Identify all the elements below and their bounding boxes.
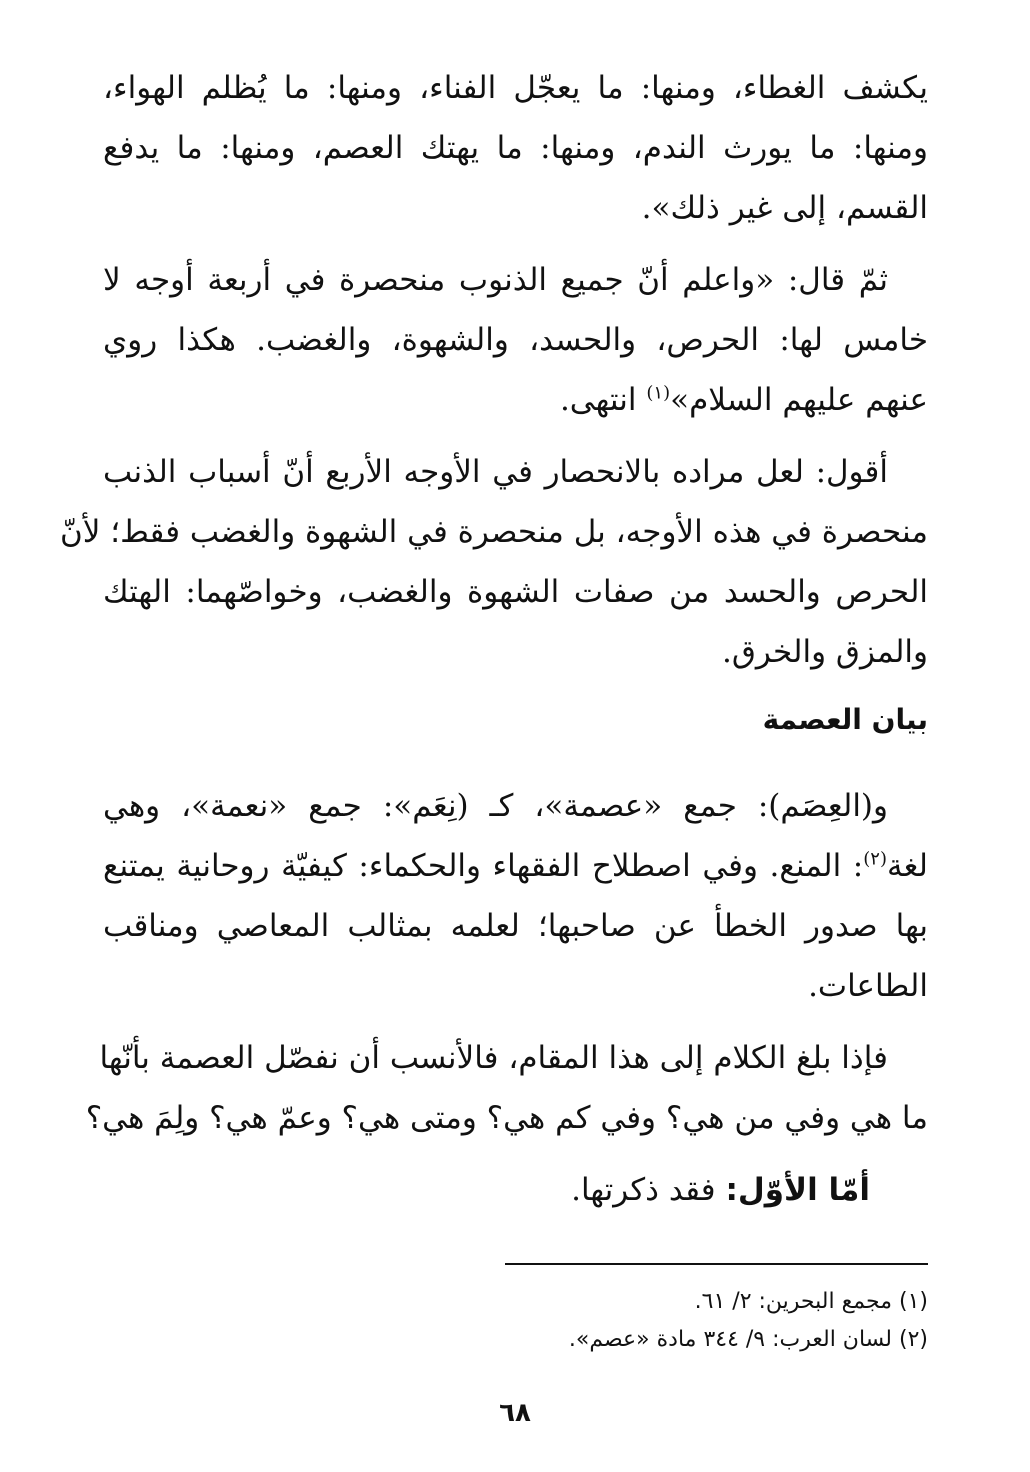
paragraph-1 <box>103 58 928 238</box>
text-line-segment: لغة <box>886 848 928 884</box>
footnote-ref-2[interactable]: (٢) <box>863 848 887 870</box>
page-body <box>59 58 928 1220</box>
text-line: الحرص والحسد من صفات الشهوة والغضب، وخواصّهما: الهتك <box>103 574 928 610</box>
footnote-1: (١) مجمع البحرين: ٢/ ٦١. <box>694 1289 928 1314</box>
text-line-segment: انتهى. <box>559 382 647 418</box>
footnote-divider <box>505 1263 928 1265</box>
footnote-ref-1[interactable]: (١) <box>646 382 671 404</box>
footnote-2: (٢) لسان العرب: ٩/ ٣٤٤ مادة «عصم». <box>568 1327 928 1352</box>
text-line: منحصرة في هذه الأوجه، بل منحصرة في الشهوة والغضب فقط؛ لأنّ <box>59 514 928 550</box>
text-line: بها صدور الخطأ عن صاحبها؛ لعلمه بمثالب المعاصي ومناقب <box>103 908 928 944</box>
text-line: الطاعات. <box>808 968 928 1004</box>
page-number: ٦٨ <box>499 1398 531 1428</box>
text-line <box>103 836 928 896</box>
text-line: ثمّ قال: «واعلم أنّ جميع الذنوب منحصرة في أربعة أوجه لا <box>103 262 888 298</box>
text-line: ومنها: ما يورث الندم، ومنها: ما يهتك العصم، ومنها: ما يدفع <box>103 130 928 166</box>
paragraph-4 <box>103 776 928 1016</box>
text-line: فإذا بلغ الكلام إلى هذا المقام، فالأنسب أن نفصّل العصمة بأنّها <box>99 1040 888 1076</box>
text-line: أقول: لعل مراده بالانحصار في الأوجه الأربع أنّ أسباب الذنب <box>103 454 888 490</box>
section-heading: بيان العصمة <box>762 703 928 736</box>
paragraph-5 <box>85 1028 928 1148</box>
text-line-segment: عنهم عليهم السلام» <box>670 382 928 418</box>
text-line: القسم، إلى غير ذلك». <box>641 190 928 226</box>
text-line: يكشف الغطاء، ومنها: ما يعجّل الفناء، ومنها: ما يُظلم الهواء، <box>103 70 928 106</box>
first-point-text: فقد ذكرتها. <box>571 1172 726 1208</box>
text-line: و(العِصَم): جمع «عصمة»، كـ (نِعَم»: جمع «نعمة»، وهي <box>103 788 888 824</box>
text-line: ما هي وفي من هي؟ وفي كم هي؟ ومتى هي؟ وعمّ هي؟ ولِمَ هي؟ <box>85 1100 928 1136</box>
first-point <box>103 1160 928 1220</box>
text-line: والمزق والخرق. <box>721 634 928 670</box>
paragraph-2 <box>103 250 928 430</box>
text-line <box>103 370 928 430</box>
text-line: خامس لها: الحرص، والحسد، والشهوة، والغضب. هكذا روي <box>103 322 928 358</box>
paragraph-3 <box>59 442 928 682</box>
footnotes <box>103 1283 928 1359</box>
first-point-label: أمّا الأوّل: <box>725 1172 870 1208</box>
text-line-segment: : المنع. وفي اصطلاح الفقهاء والحكماء: كيفيّة روحانية يمتنع <box>103 848 864 884</box>
